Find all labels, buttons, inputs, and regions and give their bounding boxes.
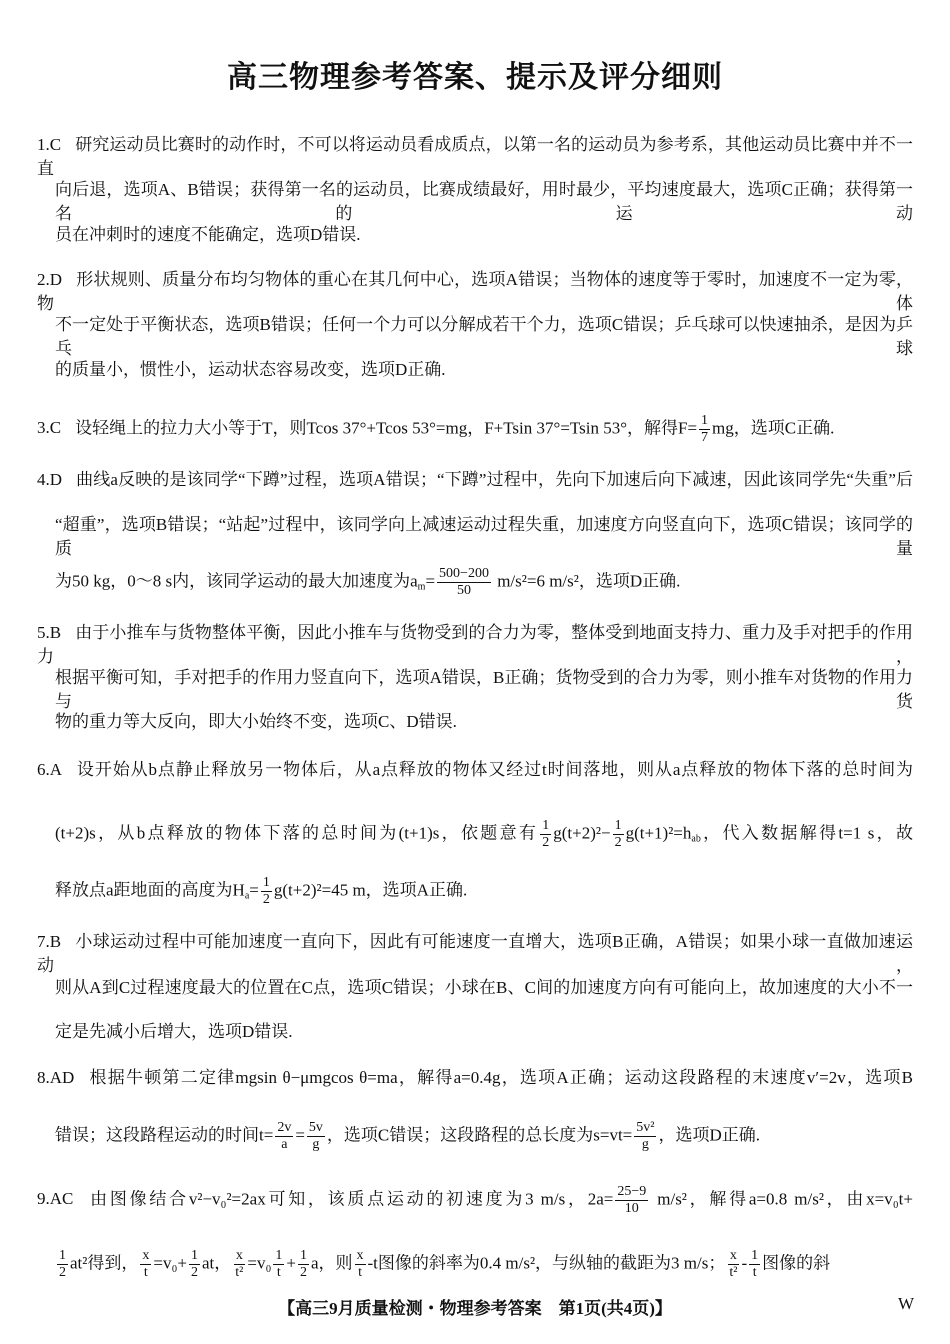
answer-line	[55, 710, 457, 734]
fraction-denominator: 10	[624, 1201, 639, 1216]
answer-text: ，选项D正确.	[658, 1125, 760, 1145]
answer-text: =	[249, 880, 259, 900]
fraction-numerator: 1	[614, 818, 622, 833]
fraction	[273, 1248, 284, 1281]
answer-label: 8.AD	[37, 1068, 75, 1087]
answer-text: 设轻绳上的拉力大小等于T，则Tcos 37°+Tcos 53°=mg，F+Tsin 37°=Tsin 53°，解得F=	[75, 418, 698, 438]
fraction	[307, 1120, 325, 1153]
fraction-denominator: g	[641, 1137, 649, 1152]
fraction-numerator: 1	[751, 1248, 759, 1263]
answer-text: +	[286, 1253, 296, 1273]
fraction	[57, 1248, 68, 1281]
answer-line	[37, 133, 913, 181]
fraction	[261, 875, 272, 908]
fraction-denominator: 2	[614, 835, 622, 850]
fraction-numerator: 5v	[308, 1120, 323, 1135]
fraction-numerator: 1	[299, 1248, 307, 1263]
fraction-denominator: t²	[235, 1265, 244, 1280]
fraction	[749, 1248, 760, 1281]
fraction	[540, 818, 551, 851]
answer-text: 员在冲刺时的速度不能确定，选项D错误.	[55, 225, 361, 244]
fraction-numerator: x	[235, 1248, 243, 1263]
answer-line	[55, 1248, 830, 1281]
answer-line	[55, 1120, 760, 1153]
answer-text: “超重”，选项B错误；“站起”过程中，该同学向上减速运动过程失重，加速度方向竖直向下，选项C错误；该同学的质量	[55, 515, 913, 558]
answer-line	[55, 358, 446, 382]
answer-text: 图像的斜	[762, 1253, 831, 1273]
fraction-denominator: 2	[59, 1265, 66, 1280]
answer-line	[55, 666, 913, 714]
answer-text: at²得到，	[70, 1253, 139, 1273]
answer-label: 3.C	[37, 418, 62, 438]
answer-text: 则从A到C过程速度最大的位置在C点，选项C错误；小球在B、C间的加速度方向有可能向上，故加速度的大小不一	[55, 978, 913, 997]
answer-line	[37, 930, 913, 978]
subscript: m	[417, 581, 426, 593]
fraction-numerator: 1	[59, 1248, 66, 1263]
answer-line	[37, 1184, 913, 1217]
answer-line	[55, 513, 913, 561]
fraction-denominator: t	[358, 1265, 362, 1280]
answer-text: mg，选项C正确.	[712, 418, 835, 438]
answer-text: g(t+1)²=h	[625, 823, 692, 843]
fraction-denominator: 2	[299, 1265, 307, 1280]
answer-label: 6.A	[37, 760, 63, 779]
answer-line	[55, 313, 913, 361]
answer-text: a，则	[310, 1253, 353, 1273]
answer-line	[55, 223, 361, 247]
fraction	[189, 1248, 200, 1281]
answer-text: (t+2)s，从b点释放的物体下落的总时间为(t+1)s，依题意有	[55, 823, 539, 843]
answer-line	[37, 468, 913, 492]
footer-mark: W	[898, 1294, 915, 1313]
answer-line	[37, 413, 834, 446]
answer-line	[55, 566, 680, 599]
fraction-denominator: t²	[729, 1265, 738, 1280]
fraction-numerator: 1	[542, 818, 550, 833]
fraction-denominator: a	[281, 1137, 288, 1152]
answer-line	[55, 1020, 293, 1044]
answer-line	[55, 178, 913, 226]
answer-label: 7.B	[37, 932, 62, 951]
fraction	[298, 1248, 309, 1281]
answer-text: 物的重力等大反向，即大小始终不变，选项C、D错误.	[55, 712, 457, 731]
answer-text: =	[295, 1125, 305, 1145]
answer-text: 不一定处于平衡状态，选项B错误；任何一个力可以分解成若干个力，选项C错误；乒乓球可以快速抽杀，是因为乒乓球	[55, 315, 913, 358]
answer-text: 定是先减小后增大，选项D错误.	[55, 1022, 293, 1041]
fraction	[727, 1248, 739, 1281]
answer-label: 1.C	[37, 135, 62, 154]
fraction-numerator: 500−200	[439, 566, 489, 581]
fraction-numerator: x	[356, 1248, 364, 1263]
fraction-denominator: g	[312, 1137, 320, 1152]
fraction-denominator: t	[752, 1265, 757, 1280]
answer-label: 5.B	[37, 623, 62, 642]
answer-text: -t图像的斜率为0.4 m/s²，与纵轴的截距为3 m/s；	[367, 1253, 726, 1273]
page-footer: 【高三9月质量检测・物理参考答案 第1页(共4页)】	[278, 1299, 672, 1318]
answer-text: 错误；这段路程运动的时间t=	[55, 1125, 274, 1145]
answer-text: m/s²=6 m/s²，选项D正确.	[492, 571, 681, 591]
answer-text: 由于小推车与货物整体平衡，因此小推车与货物受到的合力为零，整体受到地面支持力、重力及手对把手的作用力，	[37, 623, 913, 666]
fraction-denominator: 2	[190, 1265, 198, 1280]
fraction-numerator: 1	[262, 875, 270, 890]
answer-text: =v₀+	[153, 1253, 187, 1273]
answer-text: ，代入数据解得t=1 s，故	[700, 823, 913, 843]
fraction-denominator: 7	[701, 430, 709, 445]
answer-text: 曲线a反映的是该同学“下蹲”过程，选项A错误；“下蹲”过程中，先向下加速后向下减速，因此该同学先“失重”后	[76, 470, 913, 489]
fraction-denominator: t	[276, 1265, 281, 1280]
fraction-numerator: 1	[701, 413, 709, 428]
page-title: 高三物理参考答案、提示及评分细则	[227, 61, 723, 94]
answer-text: 的质量小，惯性小，运动状态容易改变，选项D正确.	[55, 360, 446, 379]
fraction	[634, 1120, 656, 1153]
fraction	[355, 1248, 366, 1281]
fraction	[140, 1248, 151, 1281]
answer-text: 设开始从b点静止释放另一物体后，从a点释放的物体又经过t时间落地，则从a点释放的物体下落的总时间为	[76, 760, 913, 779]
answer-text: =	[425, 571, 436, 591]
fraction	[275, 1120, 293, 1153]
answer-label: 4.D	[37, 470, 63, 489]
fraction	[615, 1184, 648, 1217]
answer-line	[37, 621, 913, 669]
answer-text: 为50 kg，0～8 s内，该同学运动的最大加速度为a	[55, 571, 418, 591]
answer-line	[37, 758, 913, 782]
answer-label: 2.D	[37, 270, 63, 289]
answer-label: 9.AC	[37, 1189, 74, 1209]
fraction-numerator: 1	[275, 1248, 283, 1263]
fraction	[613, 818, 624, 851]
subscript: a	[244, 890, 250, 902]
subscript: ab	[691, 833, 701, 845]
fraction	[233, 1248, 245, 1281]
answer-text: -	[741, 1253, 748, 1273]
answer-text: ，选项C错误；这段路程的总长度为s=vt=	[326, 1125, 633, 1145]
answer-text: 释放点a距地面的高度为H	[55, 880, 245, 900]
fraction-numerator: 1	[190, 1248, 198, 1263]
answer-line	[55, 818, 913, 851]
answer-line	[37, 268, 913, 316]
answer-text: 小球运动过程中可能加速度一直向下，因此有可能速度一直增大，选项B正确，A错误；如果小球一直做加速运动，	[37, 932, 913, 975]
fraction-numerator: 2v	[277, 1120, 292, 1135]
answer-text: 根据平衡可知，手对把手的作用力竖直向下，选项A错误，B正确；货物受到的合力为零，则小推车对货物的作用力与货	[55, 668, 913, 711]
answer-text: g(t+2)²=45 m，选项A正确.	[273, 880, 468, 900]
answer-text: 由图像结合v²−v₀²=2ax可知，该质点运动的初速度为3 m/s，2a=	[87, 1189, 614, 1209]
answer-text: 向后退，选项A、B错误；获得第一名的运动员，比赛成绩最好，用时最少，平均速度最大，选项C正确；获得第一名的运动	[55, 180, 913, 223]
fraction	[437, 566, 491, 599]
fraction	[699, 413, 710, 446]
fraction-denominator: t	[143, 1265, 148, 1280]
answer-text: 根据牛顿第二定律mgsin θ−μmgcos θ=ma，解得a=0.4g，选项A正确；运动这段路程的末速度v′=2v，选项B	[88, 1068, 913, 1087]
answer-text: 形状规则、质量分布均匀物体的重心在其几何中心，选项A错误；当物体的速度等于零时，加速度不一定为零，物体	[37, 270, 913, 313]
fraction-denominator: 2	[542, 835, 550, 850]
answer-text: =v₀	[247, 1253, 272, 1273]
fraction-denominator: 50	[457, 583, 471, 598]
fraction-numerator: 25−9	[617, 1184, 647, 1199]
answer-text: g(t+2)²−	[553, 823, 611, 843]
fraction-numerator: x	[142, 1248, 150, 1263]
answer-text: at，	[201, 1253, 232, 1273]
answer-line	[55, 976, 913, 1000]
fraction-denominator: 2	[262, 892, 270, 907]
answer-line	[37, 1066, 913, 1090]
answer-text: 研究运动员比赛时的动作时，不可以将运动员看成质点，以第一名的运动员为参考系，其他运动员比赛中并不一直	[37, 135, 913, 178]
answer-line	[55, 875, 467, 908]
answer-text: m/s²，解得a=0.8 m/s²，由x=v₀t+	[650, 1189, 913, 1209]
fraction-numerator: 5v²	[636, 1120, 655, 1135]
fraction-numerator: x	[729, 1248, 737, 1263]
